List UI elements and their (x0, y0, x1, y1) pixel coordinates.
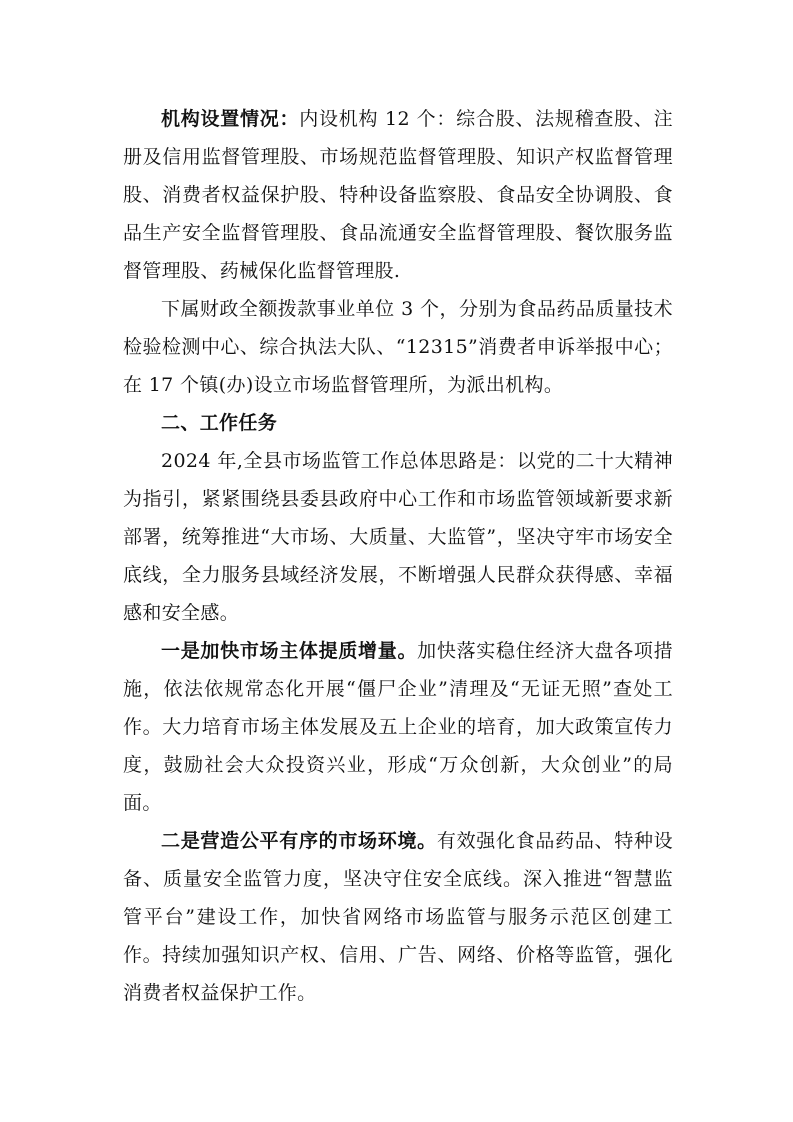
paragraph-organization-setup (123, 100, 673, 290)
paragraph-lead: 二是营造公平有序的市场环境。 (161, 830, 437, 852)
paragraph-text: 加快落实稳住经济大盘各项措施，依法依规常态化开展“僵尸企业”清理及“无证无照”查处工作。大力培育市场主体发展及五上企业的培育，加大政策宣传力度，鼓励社会大众投资兴业，形成“万众创新，大众创业”的局面。 (123, 640, 673, 814)
paragraph-text: 下属财政全额拨款事业单位 3 个，分别为食品药品质量技术检验检测中心、综合执法大队、“12315”消费者申诉举报中心；在 17 个镇(办)设立市场监督管理所，为派出机构。 (123, 298, 673, 396)
paragraph-text: 2024 年,全县市场监管工作总体思路是：以党的二十大精神为指引，紧紧围绕县委县政府中心工作和市场监管领域新要求新部署，统筹推进“大市场、大质量、大监管”，坚决守牢市场安全底线，全力服务县域经济发展，不断增强人民群众获得感、幸福感和安全感。 (123, 450, 673, 624)
paragraph-market-entities (123, 632, 673, 822)
paragraph-text: 有效强化食品药品、特种设备、质量安全监管力度，坚决守住安全底线。深入推进“智慧监管平台”建设工作，加快省网络市场监管与服务示范区创建工作。持续加强知识产权、信用、广告、网络、价格等监管，强化消费者权益保护工作。 (123, 830, 674, 1004)
paragraph-text: 内设机构 12 个：综合股、法规稽查股、注册及信用监督管理股、市场规范监督管理股、知识产权监督管理股、消费者权益保护股、特种设备监察股、食品安全协调股、食品生产安全监督管理股、食品流通安全监督管理股、餐饮服务监督管理股、药械保化监督管理股. (123, 108, 673, 282)
paragraph-market-environment (123, 822, 673, 1012)
paragraph-lead: 机构设置情况： (161, 108, 300, 130)
paragraph-overall-approach (123, 442, 673, 632)
section-heading-work-tasks: 二、工作任务 (161, 412, 278, 434)
paragraph-lead: 一是加快市场主体提质增量。 (161, 640, 418, 662)
document-body (123, 100, 673, 1012)
paragraph-affiliated-units (123, 290, 673, 404)
